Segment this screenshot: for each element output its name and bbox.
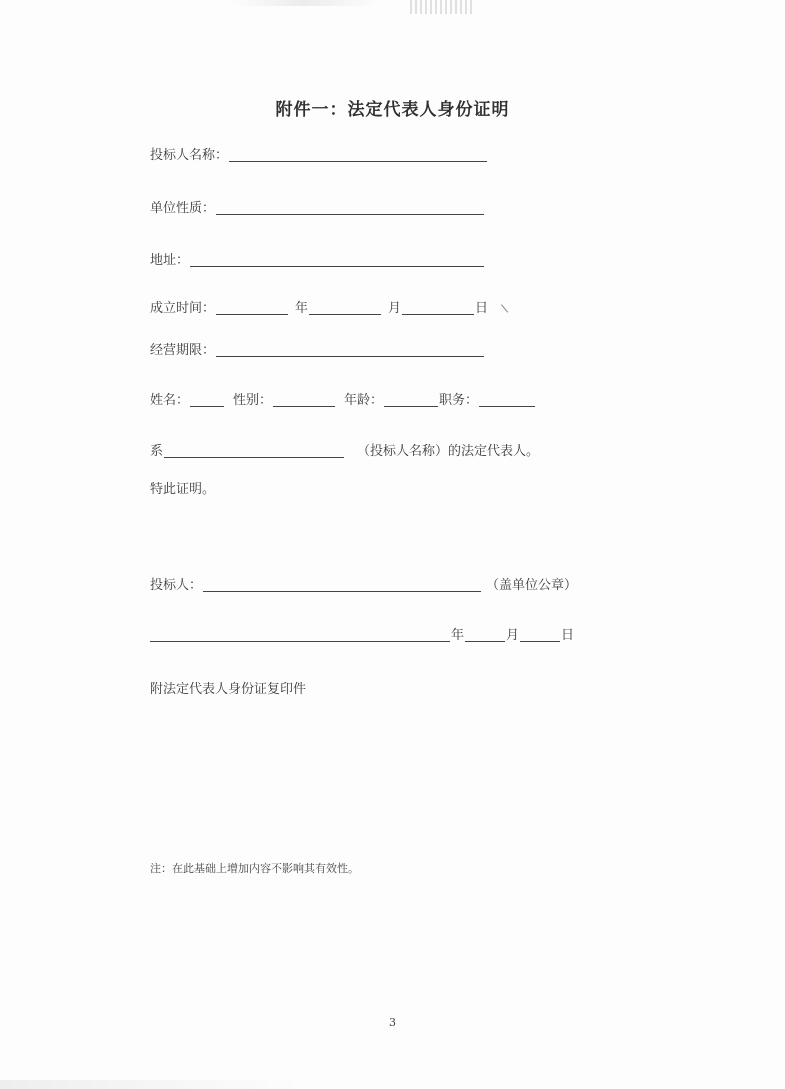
established-day-label: 日 (475, 301, 489, 316)
bidder-name-blank[interactable] (229, 149, 487, 162)
statement-prefix: 系 (150, 444, 164, 459)
signature-day-label: 日 (561, 628, 575, 643)
field-established-date (150, 301, 488, 317)
operating-period-blank[interactable] (216, 344, 484, 357)
position-blank[interactable] (479, 394, 535, 407)
established-year-blank[interactable] (216, 302, 288, 315)
field-person-info (150, 393, 536, 409)
established-day-blank[interactable] (402, 302, 474, 315)
scan-artifact (410, 0, 474, 14)
field-unit-nature (150, 201, 485, 217)
gender-label: 性别： (233, 393, 273, 408)
signature-date-line (150, 628, 574, 644)
certify-line (150, 482, 215, 498)
page-title: 附件一：法定代表人身份证明 (275, 100, 510, 120)
name-label: 姓名： (150, 393, 190, 408)
seal-note: （盖单位公章） (486, 578, 578, 593)
established-label: 成立时间： (150, 301, 216, 316)
bidder-name-label: 投标人名称： (150, 148, 229, 163)
established-month-blank[interactable] (309, 302, 381, 315)
pen-mark (495, 304, 508, 317)
operating-period-label: 经营期限： (150, 343, 216, 358)
position-label: 职务： (439, 393, 479, 408)
page-number: 3 (389, 1016, 396, 1029)
signature-month-blank[interactable] (465, 629, 505, 642)
signature-blank[interactable] (150, 629, 450, 642)
attachment-note: 附法定代表人身份证复印件 (150, 682, 307, 697)
signature-bidder-blank[interactable] (203, 579, 481, 592)
scan-artifact (0, 1080, 300, 1089)
unit-nature-blank[interactable] (216, 202, 484, 215)
attachment-line (150, 682, 306, 698)
signature-bidder-label: 投标人： (150, 578, 203, 593)
field-address (150, 253, 485, 269)
signature-day-blank[interactable] (520, 629, 560, 642)
statement-blank[interactable] (164, 445, 344, 458)
address-label: 地址： (150, 253, 190, 268)
field-bidder-name (150, 148, 488, 164)
unit-nature-label: 单位性质： (150, 201, 216, 216)
established-year-label: 年 (295, 301, 309, 316)
signature-bidder-line (150, 578, 577, 594)
age-label: 年龄： (344, 393, 384, 408)
signature-month-label: 月 (506, 628, 520, 643)
scan-artifact (230, 0, 380, 6)
statement-line (150, 444, 539, 460)
statement-suffix: （投标人名称）的法定代表人。 (357, 444, 540, 459)
name-blank[interactable] (190, 394, 224, 407)
gender-blank[interactable] (273, 394, 335, 407)
certify-text: 特此证明。 (150, 482, 216, 497)
age-blank[interactable] (384, 394, 438, 407)
field-operating-period (150, 343, 485, 359)
address-blank[interactable] (190, 254, 484, 267)
established-month-label: 月 (388, 301, 402, 316)
footnote: 注：在此基础上增加内容不影响其有效性。 (150, 862, 359, 875)
signature-year-label: 年 (451, 628, 465, 643)
